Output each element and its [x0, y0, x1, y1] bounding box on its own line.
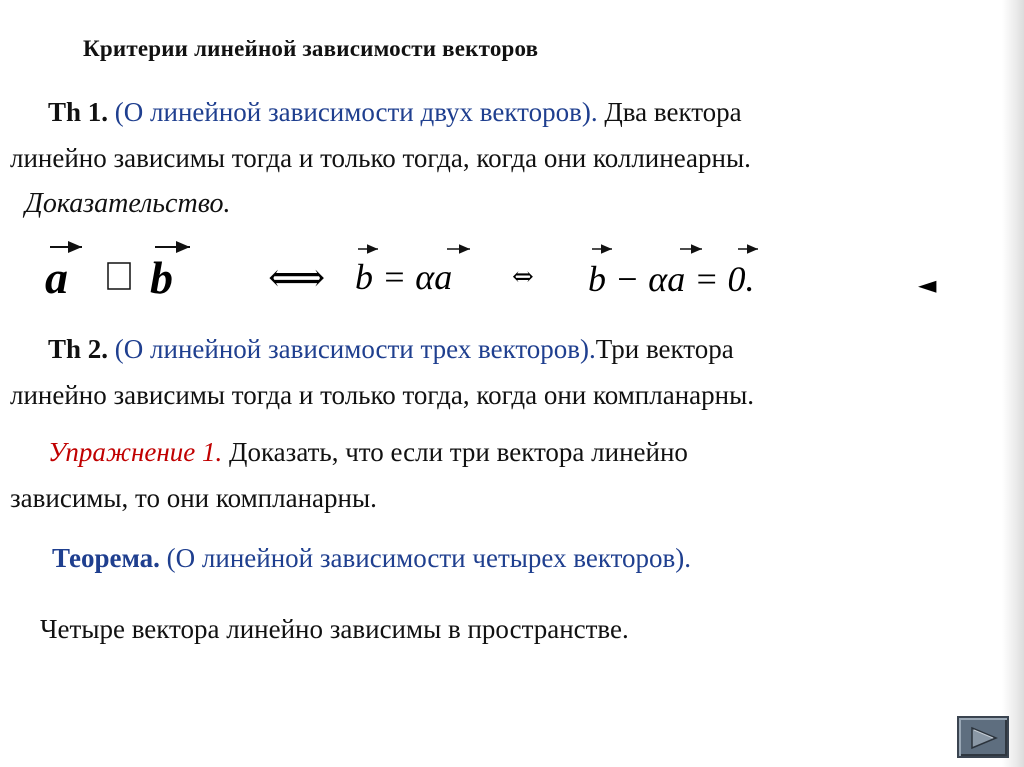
equation-2: b − αa = 0. — [588, 259, 755, 299]
end-of-proof-mark: ◄ — [918, 271, 937, 299]
exercise-1 — [10, 429, 978, 521]
proof-label: Доказательство. — [25, 188, 231, 219]
theorem-3-name: (О линейной зависимости четырех векторов). — [159, 543, 692, 573]
iff-symbol-2: ⇔ — [512, 262, 534, 292]
theorem-1 — [10, 89, 978, 181]
proof-formula — [0, 235, 1000, 305]
equation-1: b = αa — [355, 257, 453, 297]
theorem-2-line-1 — [10, 326, 978, 372]
exercise-1-label: Упражнение 1. — [48, 437, 223, 467]
iff-symbol-1: ⟺ — [268, 255, 326, 301]
play-next-icon — [969, 726, 999, 750]
next-slide-button[interactable] — [957, 716, 1009, 758]
vector-b: b — [150, 252, 173, 303]
theorem-2 — [10, 326, 978, 418]
theorem-2-label: Th 2. — [48, 334, 109, 364]
slide-edge-shadow — [1002, 0, 1024, 767]
collinear-symbol-box — [108, 263, 130, 289]
theorem-1-text-1: Два вектора — [597, 97, 742, 127]
theorem-2-name: (О линейной зависимости трех векторов). — [114, 334, 596, 364]
exercise-1-text-2: зависимы, то они компланарны. — [10, 483, 377, 513]
exercise-1-line-1 — [10, 429, 978, 475]
vector-a: a — [45, 252, 68, 303]
theorem-1-name: (О линейной зависимости двух векторов). — [114, 97, 598, 127]
theorem-3-line — [10, 535, 978, 581]
theorem-2-text-2: линейно зависимы тогда и только тогда, когда они компланарны. — [10, 380, 754, 410]
theorem-1-label: Th 1. — [48, 97, 109, 127]
theorem-2-text-1: Три вектора — [595, 334, 734, 364]
slide-title: Критерии линейной зависимости векторов — [83, 36, 539, 61]
theorem-3 — [10, 535, 978, 581]
theorem-1-line-1 — [10, 89, 978, 135]
theorem-3-statement: Четыре вектора линейно зависимы в пространстве. — [40, 614, 629, 644]
exercise-1-text-1: Доказать, что если три вектора линейно — [222, 437, 688, 467]
theorem-1-text-2: линейно зависимы тогда и только тогда, когда они коллинеарны. — [10, 143, 751, 173]
theorem-3-label: Теорема. — [52, 543, 160, 573]
